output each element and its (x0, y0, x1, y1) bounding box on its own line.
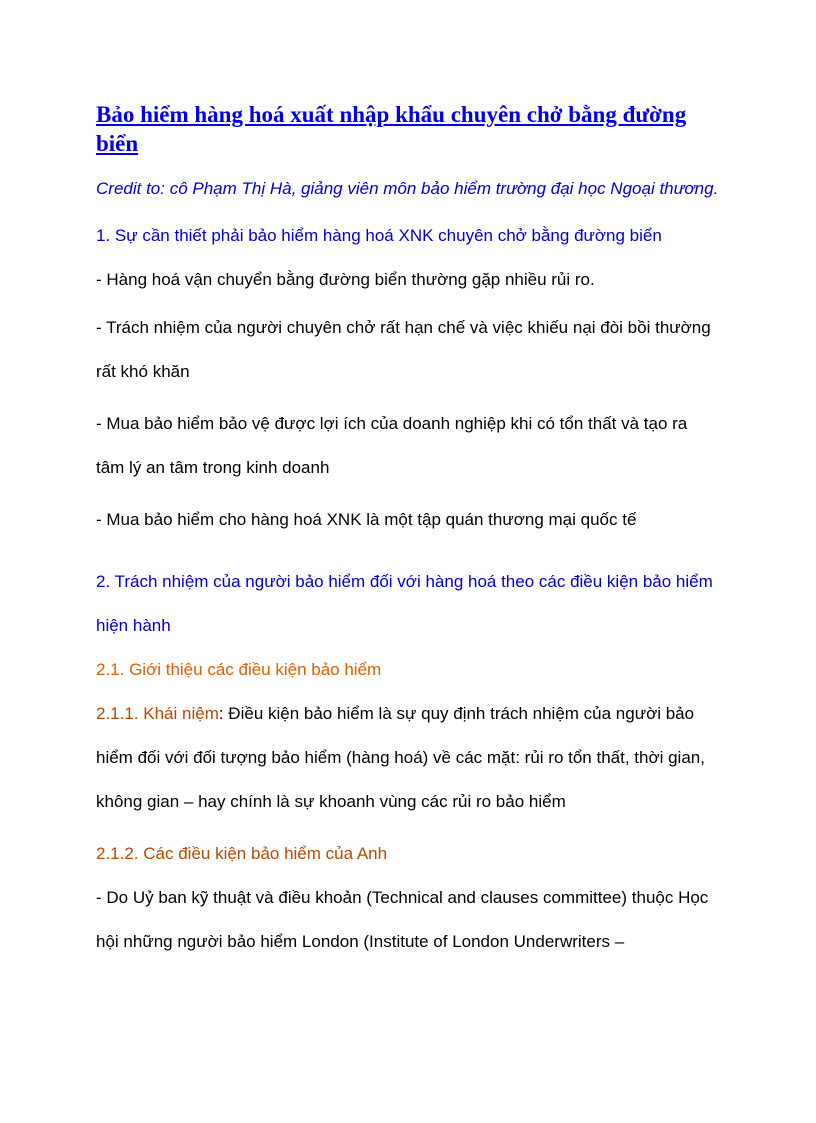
section-2-1-2-heading: 2.1.2. Các điều kiện bảo hiểm của Anh (96, 844, 388, 863)
bullet-4: - Mua bảo hiểm cho hàng hoá XNK là một tập quán thương mại quốc tế (96, 510, 637, 529)
definition-paragraph (96, 692, 720, 824)
section-2-1-2-text: - Do Uỷ ban kỹ thuật và điều khoản (Technical and clauses committee) thuộc Học hội những người bảo hiểm London (Institute of London Underwriters – (96, 888, 709, 951)
definition-label: 2.1.1. Khái niệm (96, 704, 219, 723)
bullet-2: - Trách nhiệm của người chuyên chở rất hạn chế và việc khiếu nại đòi bồi thường rất khó khăn (96, 318, 711, 381)
section-1-heading: 1. Sự cần thiết phải bảo hiểm hàng hoá XNK chuyên chở bằng đường biển (96, 226, 662, 245)
section-2-1-heading: 2.1. Giới thiệu các điều kiện bảo hiểm (96, 660, 382, 679)
bullet-1: - Hàng hoá vận chuyển bằng đường biển thường gặp nhiều rủi ro. (96, 270, 595, 289)
definition-text: : Điều kiện bảo hiểm là sự quy định trách nhiệm của người bảo hiểm đối với đối tượng bảo hiểm (hàng hoá) về các mặt: rủi ro tổn thất, thời gian, không gian – hay chính là sự khoanh vùng các rủi ro bảo hiểm (96, 704, 705, 811)
section-2-heading: 2. Trách nhiệm của người bảo hiểm đối với hàng hoá theo các điều kiện bảo hiểm hiện hành (96, 572, 713, 635)
bullet-3: - Mua bảo hiểm bảo vệ được lợi ích của doanh nghiệp khi có tổn thất và tạo ra tâm lý an tâm trong kinh doanh (96, 414, 688, 477)
document-title[interactable]: Bảo hiểm hàng hoá xuất nhập khẩu chuyên chở bằng đường biển (96, 102, 687, 156)
credit-line: Credit to: cô Phạm Thị Hà, giảng viên môn bảo hiểm trường đại học Ngoại thương. (96, 179, 719, 198)
